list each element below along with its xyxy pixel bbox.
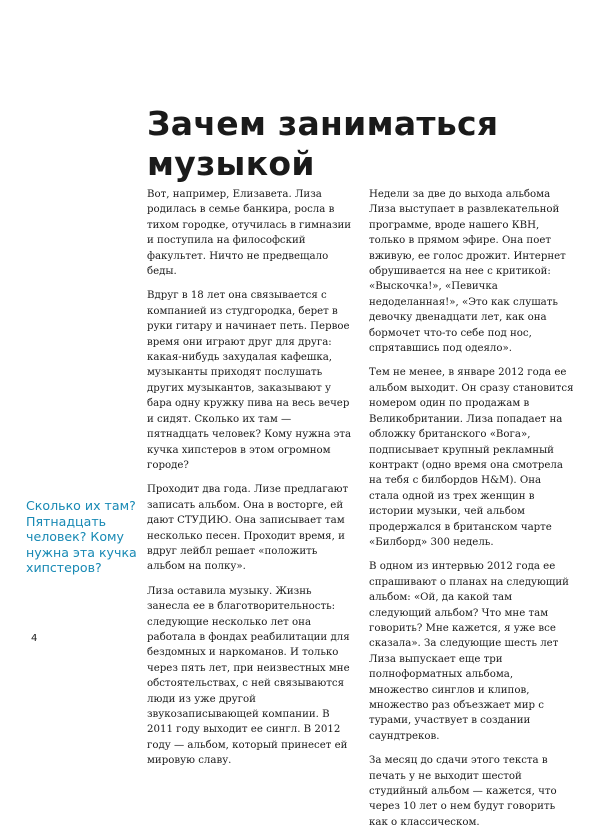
right-column: [369, 187, 574, 839]
right-paragraph-2: Тем не менее, в январе 2012 года ее альбом выходит. Он сразу становится номером один по продажам в Великобритании. Лиза попадает на обложку британского «Вога», подписывает крупный рекламный контракт (одно время она смотрела на тебя с билбордов H&M). Она стала одной из трех женщин в истории музыки, чей альбом продержался в британском чарте «Билборд» 300 недель.: [369, 367, 574, 548]
page-title: [147, 104, 507, 184]
pull-quote: Сколько их там? Пятнадцать человек? Кому нужна эта кучка хипстеров?: [26, 498, 137, 576]
left-paragraph-2: Вдруг в 18 лет она связывается с компанией из студгородка, берет в руки гитару и начинает петь. Первое время они играют друг для друга: какая-нибудь захудалая кафешка, музыканты приходят послушать других музыкантов, заказывают у бара одну кружку пива на весь вечер и сидят. Сколько их там — пятнадцать человек? Кому нужна эта кучка хипстеров в этом огромном городе?: [147, 290, 352, 471]
left-paragraph-1: Вот, например, Елизавета. Лиза родилась в семье банкира, росла в тихом городке, отучилась в гимназии и поступила на философский факультет. Ничто не предвещало беды.: [147, 189, 352, 278]
right-paragraph-3: В одном из интервью 2012 года ее спрашивают о планах на следующий альбом: «Ой, да какой там следующий альбом? Что мне там говорить? Мне кажется, я уже все сказала». За следующие шесть лет Лиза выпускает еще три полноформатных альбома, множество синглов и клипов, множество раз объезжает мир с турами, участвует в создании саундтреков.: [369, 561, 569, 742]
page-number: 4: [31, 633, 38, 644]
left-paragraph-3: Проходит два года. Лизе предлагают записать альбом. Она в восторге, ей дают СТУДИЮ. Она записывает там несколько песен. Проходит время, и вдруг лейбл решает «положить альбом на полку».: [147, 484, 349, 573]
right-paragraph-1: Недели за две до выхода альбома Лиза выступает в развлекательной программе, вроде нашего КВН, только в прямом эфире. Она поет вживую, ее голос дрожит. Интернет обрушивается на нее с критикой: «Выскочка!», «Певичка недоделанная!», «Это как слушать девочку двенадцати лет, как она бормочет что-то себе под нос, спрятавшись под одеяло».: [369, 189, 566, 355]
right-paragraph-4: За месяц до сдачи этого текста в печать у не выходит шестой студийный альбом — кажется, что через 10 лет о нем будут говорить как о классическом.: [369, 755, 557, 828]
title-line-1: Зачем заниматься: [147, 104, 499, 143]
left-column: [147, 187, 352, 778]
left-paragraph-4: Лиза оставила музыку. Жизнь занесла ее в благотворительность: следующие несколько лет она работала в фондах реабилитации для бездомных и наркоманов. И только через пять лет, при неизвестных мне обстоятельствах, с ней связываются люди из уже другой звукозаписывающей компании. В 2011 году выходит ее сингл. В 2012 году — альбом, который принесет ей мировую славу.: [147, 585, 350, 767]
title-line-2: музыкой: [147, 144, 315, 183]
